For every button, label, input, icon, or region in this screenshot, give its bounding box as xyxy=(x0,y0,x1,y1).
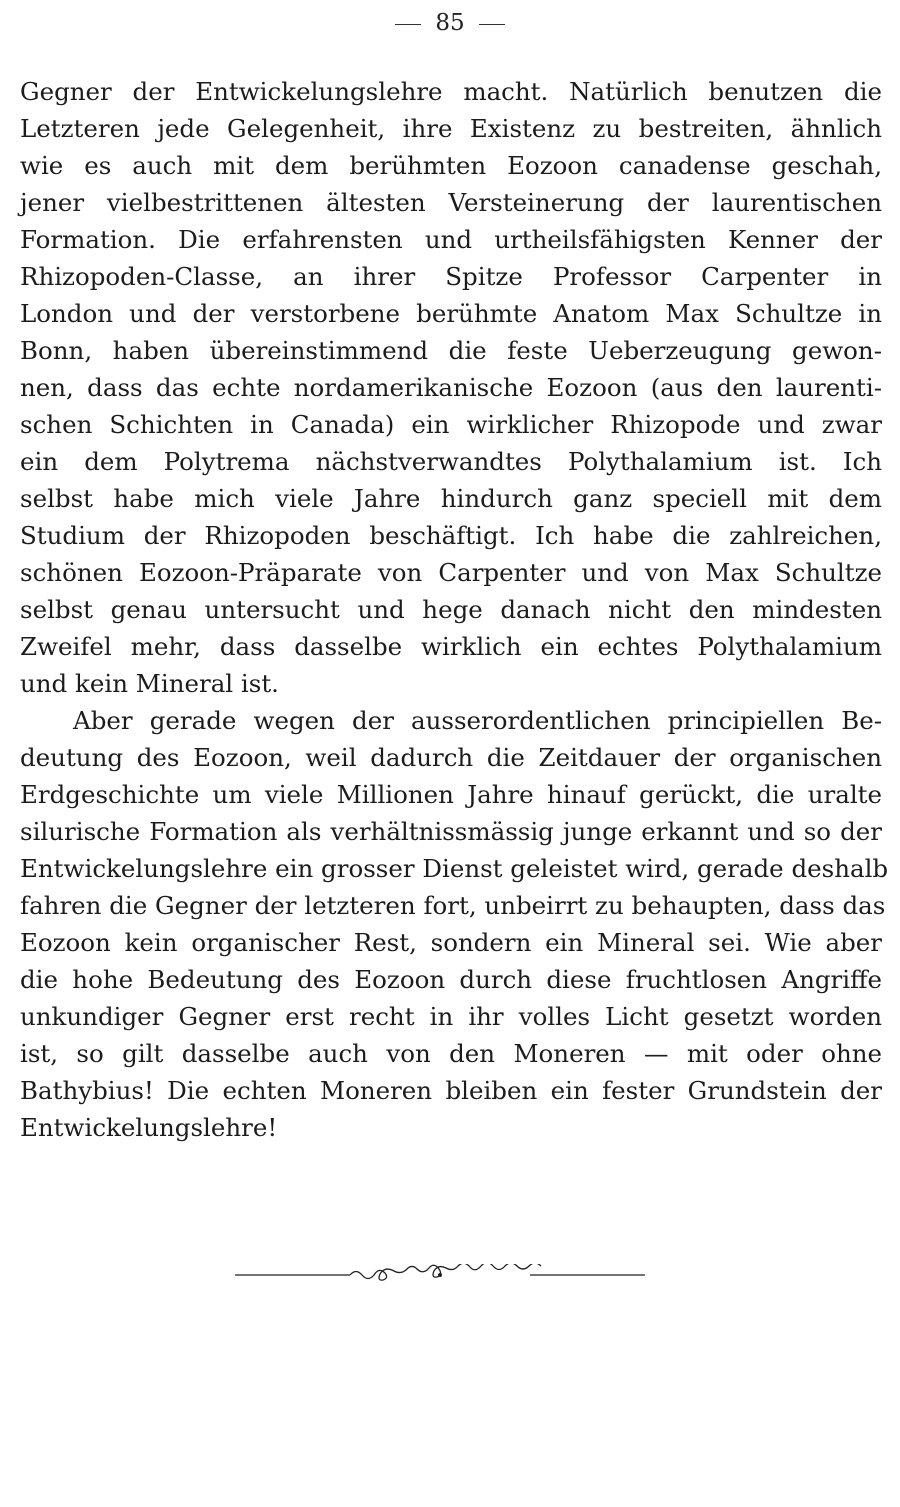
text-line: Bathybius! Die echten Moneren bleiben ein fester Grundstein der xyxy=(20,1076,882,1105)
page-number: 85 xyxy=(435,10,465,36)
text-line: Erdgeschichte um viele Millionen Jahre hinauf gerückt, die uralte xyxy=(20,780,882,809)
text-line: Aber gerade wegen der ausserordentlichen principiellen Be- xyxy=(73,706,882,735)
text-line: Formation. Die erfahrensten und urtheilsfähigsten Kenner der xyxy=(20,225,882,254)
header-dash-left xyxy=(395,24,421,25)
text-line: Bonn, haben übereinstimmend die feste Ueberzeugung gewon- xyxy=(20,336,882,365)
text-line: schen Schichten in Canada) ein wirklicher Rhizopode und zwar xyxy=(20,410,882,439)
ornament-tailpiece-icon xyxy=(235,1264,645,1286)
text-line: ist, so gilt dasselbe auch von den Moneren — mit oder ohne xyxy=(20,1039,882,1068)
text-line: Gegner der Entwickelungslehre macht. Natürlich benutzen die xyxy=(20,77,882,106)
text-line: Rhizopoden-Classe, an ihrer Spitze Professor Carpenter in xyxy=(20,262,882,291)
text-line: jener vielbestrittenen ältesten Versteinerung der laurentischen xyxy=(20,188,882,217)
text-line: selbst habe mich viele Jahre hindurch ganz speciell mit dem xyxy=(20,484,882,513)
text-line: die hohe Bedeutung des Eozoon durch diese fruchtlosen Angriffe xyxy=(20,965,882,994)
text-line: wie es auch mit dem berühmten Eozoon canadense geschah, xyxy=(20,151,882,180)
text-line: Entwickelungslehre! xyxy=(20,1113,278,1142)
text-line: Letzteren jede Gelegenheit, ihre Existenz zu bestreiten, ähnlich xyxy=(20,114,882,143)
text-line: schönen Eozoon-Präparate von Carpenter und von Max Schultze xyxy=(20,558,882,587)
text-line: fahren die Gegner der letzteren fort, unbeirrt zu behaupten, dass das xyxy=(20,891,886,920)
text-line: Eozoon kein organischer Rest, sondern ein Mineral sei. Wie aber xyxy=(20,928,882,957)
page-header xyxy=(0,10,900,36)
header-dash-right xyxy=(479,24,505,25)
text-line: London und der verstorbene berühmte Anatom Max Schultze in xyxy=(20,299,882,328)
text-line: und kein Mineral ist. xyxy=(20,669,279,698)
text-line: unkundiger Gegner erst recht in ihr volles Licht gesetzt worden xyxy=(20,1002,882,1031)
text-line: nen, dass das echte nordamerikanische Eozoon (aus den laurenti- xyxy=(20,373,882,402)
text-line: Entwickelungslehre ein grosser Dienst geleistet wird, gerade deshalb xyxy=(20,854,889,883)
text-line: selbst genau untersucht und hege danach nicht den mindesten xyxy=(20,595,882,624)
text-line: silurische Formation als verhältnissmässig junge erkannt und so der xyxy=(20,817,882,846)
text-line: ein dem Polytrema nächstverwandtes Polythalamium ist. Ich xyxy=(20,447,882,476)
text-line: Zweifel mehr, dass dasselbe wirklich ein echtes Polythalamium xyxy=(20,632,882,661)
text-line: Studium der Rhizopoden beschäftigt. Ich habe die zahlreichen, xyxy=(20,521,882,550)
text-line: deutung des Eozoon, weil dadurch die Zeitdauer der organischen xyxy=(20,743,882,772)
